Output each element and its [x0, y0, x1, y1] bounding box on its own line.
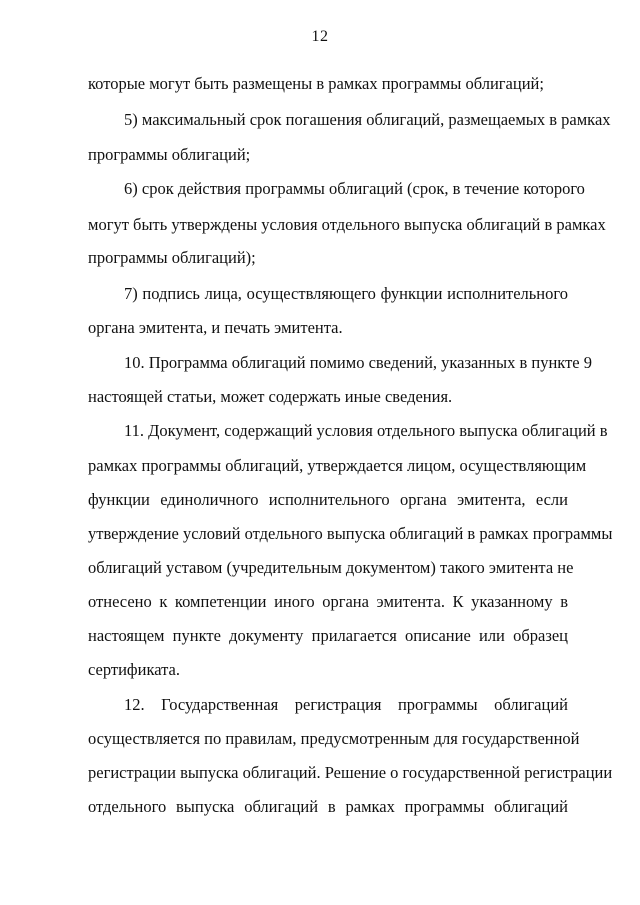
text-line: 5) максимальный срок погашения облигаций, размещаемых в рамках — [124, 110, 611, 129]
text-line: программы облигаций); — [88, 248, 256, 267]
text-line: 6) срок действия программы облигаций (срок, в течение которого — [124, 179, 585, 198]
text-line: утверждение условий отдельного выпуска облигаций в рамках программы — [88, 524, 613, 543]
page-number: 12 — [311, 28, 329, 45]
text-line: программы облигаций; — [88, 145, 251, 164]
text-line: которые могут быть размещены в рамках программы облигаций; — [88, 74, 544, 93]
text-line: настоящем пункте документу прилагается описание или образец — [88, 626, 568, 645]
text-line: 7) подпись лица, осуществляющего функции исполнительного — [124, 284, 568, 303]
text-line: 11. Документ, содержащий условия отдельного выпуска облигаций в — [124, 421, 608, 440]
text-line: органа эмитента, и печать эмитента. — [88, 318, 343, 337]
text-line: рамках программы облигаций, утверждается лицом, осуществляющим — [88, 456, 587, 475]
text-line: могут быть утверждены условия отдельного выпуска облигаций в рамках — [88, 215, 606, 234]
text-line: 10. Программа облигаций помимо сведений, указанных в пункте 9 — [124, 353, 593, 372]
text-line: осуществляется по правилам, предусмотренным для государственной — [88, 729, 580, 748]
text-line: регистрации выпуска облигаций. Решение о государственной регистрации — [88, 763, 613, 782]
text-line: облигаций уставом (учредительным документом) такого эмитента не — [88, 558, 574, 577]
text-line: 12. Государственная регистрация программы облигаций — [124, 695, 568, 714]
text-line: отнесено к компетенции иного органа эмитента. К указанному в — [88, 592, 568, 611]
text-line: сертификата. — [88, 660, 180, 679]
text-line: настоящей статьи, может содержать иные сведения. — [88, 387, 453, 406]
text-line: отдельного выпуска облигаций в рамках программы облигаций — [88, 797, 568, 816]
text-line: функции единоличного исполнительного органа эмитента, если — [88, 490, 568, 509]
